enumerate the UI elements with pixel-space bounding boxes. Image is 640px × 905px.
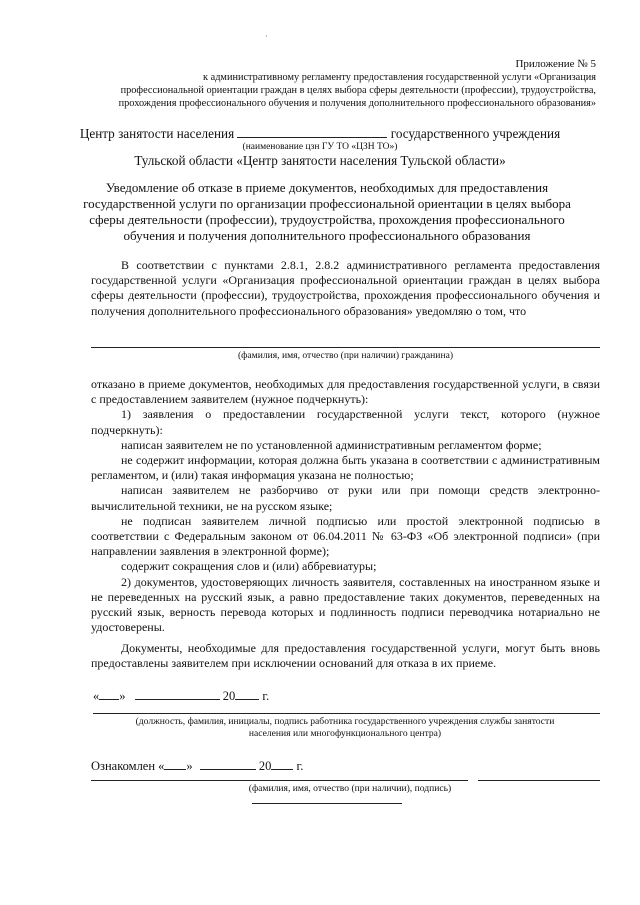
center-org-line: Тульской области «Центр занятости населения Тульской области» [134,153,506,168]
date-year-prefix: 20 [222,689,236,703]
date-line [93,688,269,704]
reason-e: содержит сокращения слов и (или) аббревиатуры; [121,559,377,574]
date-close-quote: » [119,689,126,703]
center-suffix: государственного учреждения [390,126,561,141]
acquainted-month-blank[interactable] [200,758,256,770]
annex-title: Приложение № 5 [515,58,596,70]
intro-paragraph [91,258,600,319]
center-prefix: Центр занятости населения [79,126,235,141]
date-year-suffix: г. [262,689,270,703]
signature-underline [252,803,402,804]
notice-line-3: сферы деятельности (профессии), трудоустройства, прохождения профессионального [89,212,565,227]
item-2: 2) документов, удостоверяющих личность заявителя, составленных на иностранном языке и не переведенных на русский язык, а равно предоставление таких документов, переведенных на русский язык, верность перевода которых и подлинность подписи переводчика нотариально не удостоверены. [91,574,600,635]
official-caption [70,716,620,740]
resubmit-paragraph [91,641,600,671]
official-caption-line-1: (должность, фамилия, инициалы, подпись работника государственного учреждения службы занятости [135,716,555,727]
intro-text: В соответствии с пунктами 2.8.1, 2.8.2 административного регламента предоставления государственной услуги «Организация профессиональной ориентации граждан в целях выбора сферы деятельности (профессии), трудоустройства, прохождения профессионального обучения и получения дополнительного профессионального образования» уведомляю о том, что [91,258,600,318]
citizen-caption: (фамилия, имя, отчество (при наличии) гражданина) [237,350,454,361]
signature-caption: (фамилия, имя, отчество (при наличии), подпись) [248,783,452,794]
acquainted-year-suffix: г. [296,759,304,773]
acquainted-close-quote: » [186,759,193,773]
center-name-blank[interactable] [237,126,387,138]
center-name-hint: (наименование цзн ГУ ТО «ЦЗН ТО») [242,142,398,152]
reason-a: написан заявителем не по установленной административным регламентом форме; [121,437,542,452]
date-month-blank[interactable] [135,688,220,700]
notice-line-2: государственной услуги по организации профессиональной ориентации в целях выбора [83,196,571,211]
reason-d: не подписан заявителем личной подписью или простой электронной подписью в соответствии с Федеральным законом от 06.04.2011 № 63-ФЗ «Об электронной подписи» (при направлении заявления в электронной форме); [91,513,600,559]
resubmit-text: Документы, необходимые для предоставления государственной услуги, могут быть вновь предоставлены заявителем при исключении оснований для отказа в их приеме. [91,641,600,671]
acquainted-year-prefix: 20 [258,759,272,773]
refusal-body [91,377,600,635]
acquainted-label: Ознакомлен « [91,759,165,773]
reason-b: не содержит информации, которая должна быть указана в соответствии с административным регламентом, и (или) такая информация указана не полностью; [91,453,600,483]
acquainted-line [91,758,303,774]
acquainted-day-blank[interactable] [164,758,186,770]
notice-line-4: обучения и получения дополнительного профессионального образования [123,228,531,243]
date-open-quote: « [93,689,100,703]
reason-c: написан заявителем не разборчиво от руки или при помощи средств электронно-вычислительной техники, не на русском языке; [91,483,600,513]
annex-line-2: профессиональной ориентации граждан в целях выбора сферы деятельности (профессии), трудоустройства, [120,85,596,96]
refusal-text: отказано в приеме документов, необходимых для предоставления государственной услуги, в связи с предоставлением заявителем (нужное подчеркнуть): [91,377,600,407]
item-1: 1) заявления о предоставлении государственной услуги текст, которого (нужное подчеркнуть): [91,407,600,437]
annex-header [76,58,596,110]
notice-line-1: Уведомление об отказе в приеме документов, необходимых для предоставления [105,180,549,195]
scan-mark: · [265,32,268,41]
official-signature-line[interactable] [93,713,600,714]
acquainted-line-right[interactable] [478,780,600,781]
annex-line-3: прохождения профессионального обучения и получения дополнительного профессионального образования» [118,98,596,109]
date-year-blank[interactable] [235,688,259,700]
official-caption-line-2: населения или многофункционального центра) [248,728,442,739]
center-header [30,126,610,142]
acquainted-year-blank[interactable] [271,758,293,770]
date-day-blank[interactable] [99,688,119,700]
acquainted-line-left[interactable] [91,780,468,781]
notice-title [64,180,590,244]
annex-line-1: к административному регламенту предоставления государственной услуги «Организация [203,72,596,83]
citizen-name-line[interactable] [91,347,600,348]
